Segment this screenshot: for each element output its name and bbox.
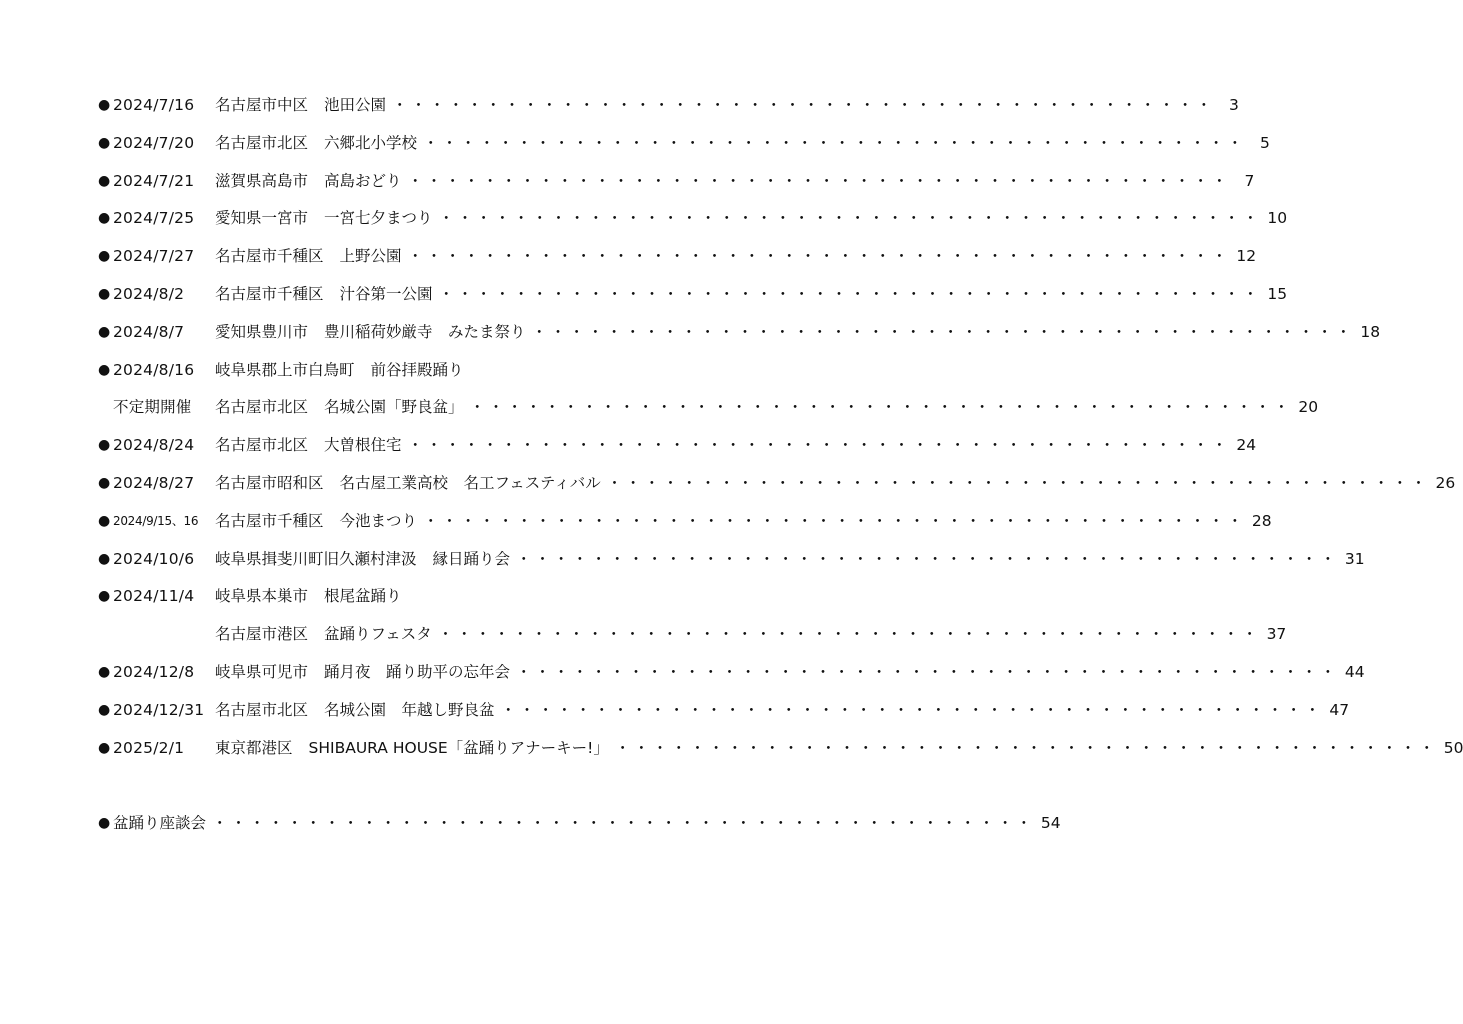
bullet-icon: ● [98,437,111,454]
toc-date: 2024/8/24 [113,436,195,455]
toc-page-number: 10 [1267,209,1288,228]
leader-dots: ・・・・・・・・・・・・・・・・・・・・・・・・・・・・・・・・・・・・・・・・・・・・ [212,814,1035,832]
toc-location: 滋賀県高島市 [215,171,309,190]
toc-event: 豊川稲荷妙厳寺 みたま祭り [324,322,526,341]
leader-dots: ・・・・・・・・・・・・・・・・・・・・・・・・・・・・・・・・・・・・・・・・・・・・ [531,322,1355,341]
toc-page-number: 26 [1435,474,1456,492]
bullet-icon: ● [98,361,111,378]
toc-date: 2024/8/2 [113,285,185,303]
leader-dots: ・・・・・・・・・・・・・・・・・・・・・・・・・・・・・・・・・・・・・・・・・・・・ [392,96,1215,114]
toc-event: 池田公園 [324,96,387,114]
bullet-icon: ● [98,475,111,491]
toc-page-number: 24 [1236,436,1257,455]
toc-date: 2024/12/8 [113,663,195,681]
toc-event: 盆踊りフェスタ [324,625,432,644]
leader-dots: ・・・・・・・・・・・・・・・・・・・・・・・・・・・・・・・・・・・・・・・・・・・・ [438,209,1262,228]
bullet-icon: ● [98,664,111,680]
toc-event: 上野公園 [339,247,402,266]
bullet-icon: ● [98,701,111,718]
toc-entry [98,206,1288,230]
toc-entry [98,244,1257,268]
toc-entry [98,131,1270,155]
leader-dots: ・・・・・・・・・・・・・・・・・・・・・・・・・・・・・・・・・・・・・・・・・・・・ [469,398,1293,417]
leader-dots: ・・・・・・・・・・・・・・・・・・・・・・・・・・・・・・・・・・・・・・・・・・・・ [423,133,1246,152]
leader-dots: ・・・・・・・・・・・・・・・・・・・・・・・・・・・・・・・・・・・・・・・・・・・・ [407,436,1231,455]
toc-page-number: 31 [1344,549,1365,568]
toc-event: 前谷拝殿踊り [370,360,464,379]
toc-location: 名古屋市港区 [215,625,309,644]
toc-date: 2024/7/27 [113,247,195,266]
toc-date: 2024/12/31 [113,700,205,719]
leader-dots: ・・・・・・・・・・・・・・・・・・・・・・・・・・・・・・・・・・・・・・・・・・・・ [500,700,1324,719]
toc-location: 名古屋市北区 [215,436,309,455]
toc-entry [98,471,1456,495]
toc-page-number: 3 [1228,96,1239,114]
toc-event: 縁日踊り会 [432,549,511,568]
toc-page-number: 50 [1443,738,1463,757]
toc-location: 東京都港区 [215,738,293,757]
toc-entry [98,320,1381,344]
toc-entry [98,584,624,608]
toc-entry-closing [98,811,1061,835]
toc-entry [98,547,1365,571]
toc-location: 名古屋市北区 [215,133,309,152]
toc-page-number: 28 [1251,511,1272,530]
toc-event: 高島おどり [324,171,402,190]
bullet-icon: ● [98,815,111,831]
bullet-icon: ● [98,134,111,151]
toc-date: 2025/2/1 [113,738,185,757]
toc-date: 2024/9/15、16 [113,513,199,528]
toc-date: 2024/7/21 [113,171,195,190]
toc-date: 2024/8/7 [113,322,185,341]
leader-dots: ・・・・・・・・・・・・・・・・・・・・・・・・・・・・・・・・・・・・・・・・・・・・ [407,171,1231,190]
toc-entry [98,358,624,382]
toc-location: 岐阜県可児市 [215,663,309,681]
toc-location: 名古屋市千種区 [215,285,324,303]
leader-dots: ・・・・・・・・・・・・・・・・・・・・・・・・・・・・・・・・・・・・・・・・・・・・ [606,474,1430,492]
leader-dots: ・・・・・・・・・・・・・・・・・・・・・・・・・・・・・・・・・・・・・・・・・・・・ [438,285,1262,303]
toc-date: 2024/7/20 [113,133,195,152]
toc-event: 六郷北小学校 [324,133,418,152]
toc-event: 盆踊り座談会 [113,814,207,832]
bullet-icon: ● [98,248,111,265]
toc-event: 名城公園「野良盆」 [324,398,464,417]
leader-dots: ・・・・・・・・・・・・・・・・・・・・・・・・・・・・・・・・・・・・・・・・・・・・ [516,663,1339,681]
leader-dots: ・・・・・・・・・・・・・・・・・・・・・・・・・・・・・・・・・・・・・・・・・・・・ [407,247,1231,266]
toc-entry [98,93,1239,117]
toc-page-number: 18 [1360,322,1381,341]
bullet-icon: ● [98,172,111,189]
toc-page-number: 44 [1344,663,1365,681]
leader-dots: ・・・・・・・・・・・・・・・・・・・・・・・・・・・・・・・・・・・・・・・・・・・・ [437,625,1261,644]
toc-event: 踊月夜 踊り助平の忘年会 [324,663,511,681]
toc-date: 2024/7/25 [113,209,195,228]
toc-date: 2024/7/16 [113,96,195,114]
toc-location: 名古屋市中区 [215,96,309,114]
toc-page-number: 47 [1329,700,1350,719]
toc-event: SHIBAURA HOUSE「盆踊りアナーキー!」 [308,738,609,757]
toc-date: 2024/11/4 [113,587,195,606]
toc-page-number: 37 [1266,625,1287,644]
toc-entry [98,169,1255,193]
toc-entry [98,698,1350,722]
bullet-icon: ● [98,97,111,113]
toc-page-number: 7 [1244,171,1255,190]
toc-date: 2024/8/27 [113,474,195,492]
toc-page-number: 54 [1040,814,1061,832]
toc-entry [98,395,1319,419]
toc-page-number: 5 [1259,133,1270,152]
toc-location: 名古屋市北区 [215,398,309,417]
toc-location: 愛知県豊川市 [215,322,309,341]
leader-dots: ・・・・・・・・・・・・・・・・・・・・・・・・・・・・・・・・・・・・・・・・・・・・ [423,511,1246,530]
toc-page-number: 15 [1267,285,1288,303]
toc-entry [98,509,1272,533]
toc-location: 名古屋市千種区 [215,511,324,530]
bullet-icon: ● [98,512,111,529]
bullet-icon: ● [98,739,111,756]
bullet-icon: ● [98,286,111,302]
toc-entry [98,622,1287,646]
toc-page-number: 20 [1298,398,1319,417]
toc-entry [98,433,1257,457]
toc-location: 岐阜県揖斐川町旧久瀬村津汲 [215,549,417,568]
toc-location: 岐阜県郡上市白鳥町 [215,360,355,379]
toc-page-number: 12 [1236,247,1257,266]
leader-dots: ・・・・・・・・・・・・・・・・・・・・・・・・・・・・・・・・・・・・・・・・・・・・ [516,549,1339,568]
toc-event: 今池まつり [339,511,418,530]
toc-location: 愛知県一宮市 [215,209,309,228]
toc-date: 不定期開催 [113,398,192,417]
bullet-icon: ● [98,588,111,605]
toc-event: 汁谷第一公園 [339,285,433,303]
bullet-icon: ● [98,210,111,227]
bullet-icon: ● [98,323,111,340]
toc-date: 2024/10/6 [113,549,195,568]
toc-date: 2024/8/16 [113,360,195,379]
toc-event: 大曽根住宅 [324,436,402,455]
bullet-icon: ● [98,550,111,567]
leader-dots: ・・・・・・・・・・・・・・・・・・・・・・・・・・・・・・・・・・・・・・・・・・・・ [614,738,1438,757]
toc-location: 名古屋市千種区 [215,247,324,266]
toc-location: 名古屋市昭和区 [215,474,324,492]
toc-event: 一宮七夕まつり [324,209,433,228]
toc-event: 根尾盆踊り [324,587,402,606]
toc-event: 名城公園 年越し野良盆 [324,700,495,719]
toc-location: 名古屋市北区 [215,700,309,719]
toc-entry [98,736,1463,760]
toc-location: 岐阜県本巣市 [215,587,309,606]
toc-entry [98,282,1288,306]
toc-event: 名古屋工業高校 名工フェスティバル [339,474,601,492]
toc-entry [98,660,1365,684]
